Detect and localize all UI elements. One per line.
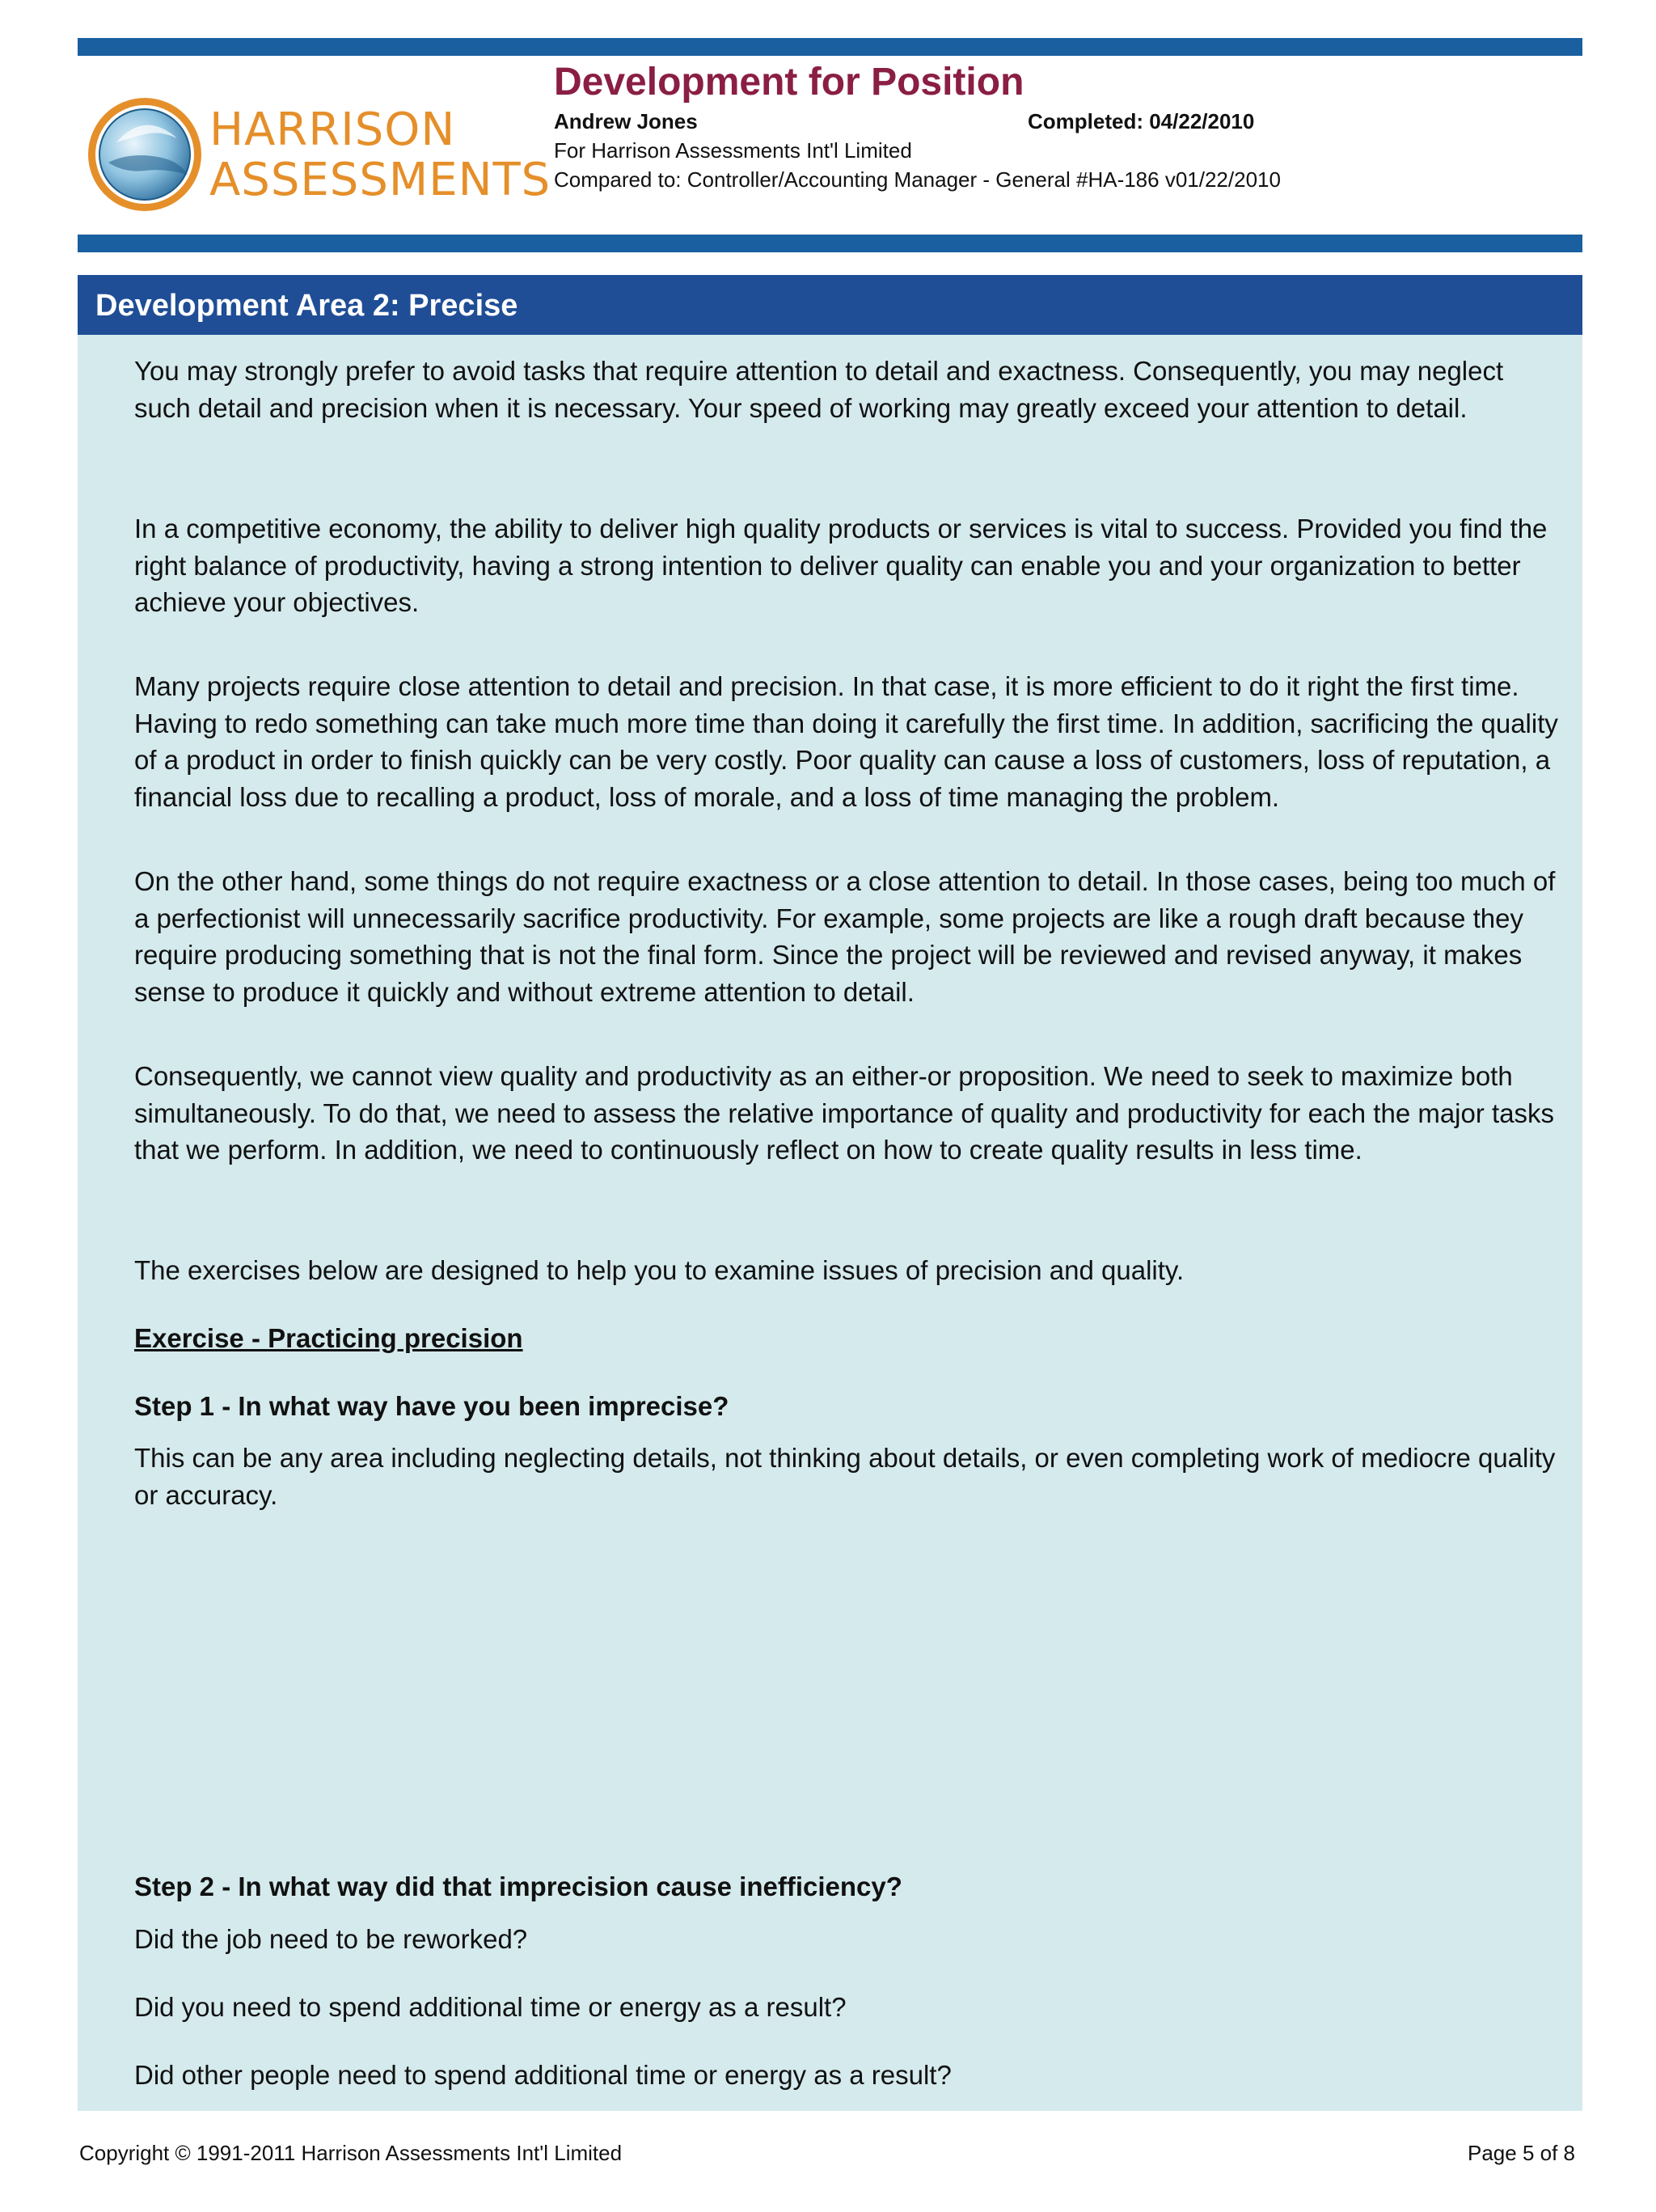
compared-to-line: Compared to: Controller/Accounting Manager - General #HA-186 v01/22/2010	[554, 167, 1281, 192]
header-top-bar	[78, 38, 1582, 56]
report-header	[554, 58, 1573, 194]
paragraph: In a competitive economy, the ability to deliver high quality products or services is vital to success. Provided you find the right balance of productivity, having a strong intention to deliver quality can enable you and your organization to better achieve your objectives.	[134, 514, 1548, 617]
paragraph: The exercises below are designed to help you to examine issues of precision and quality.	[134, 1255, 1185, 1285]
step-2-question: Did the job need to be reworked?	[134, 1924, 528, 1954]
paragraph: Many projects require close attention to detail and precision. In that case, it is more efficient to do it right the first time. Having to redo something can take much more time than doing it carefully the first time. In addition, sacrificing the quality of a product in order to finish quickly can be very costly. Poor quality can cause a loss of customers, loss of reputation, a financial loss due to recalling a product, loss of morale, and a loss of time managing the problem.	[134, 671, 1558, 812]
paragraph: Consequently, we cannot view quality and productivity as an either-or proposition. We need to seek to maximize both simultaneously. To do that, we need to assess the relative importance of quality and productivity for each the major tasks that we perform. In addition, we need to continuously reflect on how to create quality results in less time.	[134, 1061, 1555, 1165]
step-1-text: This can be any area including neglecting details, not thinking about details, or even completing work of mediocre quality or accuracy.	[134, 1443, 1556, 1510]
paragraph: You may strongly prefer to avoid tasks that require attention to detail and exactness. Consequently, you may neglect such detail and precision when it is necessary. Your speed of working may greatly exceed your attention to detail.	[134, 356, 1504, 423]
logo-line-2: ASSESSMENTS	[209, 154, 551, 206]
logo-wordmark	[209, 105, 551, 205]
step-2-title: Step 2 - In what way did that imprecision cause inefficiency?	[134, 1872, 902, 1901]
section-heading-bar	[78, 275, 1582, 335]
report-title: Development for Position	[554, 61, 1024, 104]
exercise-title: Exercise - Practicing precision	[134, 1323, 523, 1353]
header-bottom-bar	[78, 235, 1582, 252]
paragraph: On the other hand, some things do not require exactness or a close attention to detail. In those cases, being too much of a perfectionist will unnecessarily sacrifice productivity. For example, some projects are like a rough draft because they require producing something that is not the final form. Since the project will be reviewed and revised anyway, it makes sense to produce it quickly and without extreme attention to detail.	[134, 866, 1556, 1007]
candidate-name: Andrew Jones	[554, 109, 698, 133]
step-2-question: Did other people need to spend additional time or energy as a result?	[134, 2060, 952, 2090]
step-1-title: Step 1 - In what way have you been imprecise?	[134, 1391, 729, 1421]
page-number: Page 5 of 8	[1468, 2141, 1575, 2165]
harrison-assessments-logo	[84, 91, 551, 212]
candidate-row	[554, 107, 1573, 136]
completed-date: Completed: 04/22/2010	[1028, 109, 1255, 133]
copyright: Copyright © 1991-2011 Harrison Assessments Int'l Limited	[79, 2141, 623, 2165]
step-2-question: Did you need to spend additional time or energy as a result?	[134, 1992, 847, 2022]
globe-logo-icon	[84, 94, 205, 215]
organization-line: For Harrison Assessments Int'l Limited	[554, 138, 912, 163]
logo-line-1: HARRISON	[209, 104, 456, 156]
section-heading: Development Area 2: Precise	[95, 289, 518, 323]
